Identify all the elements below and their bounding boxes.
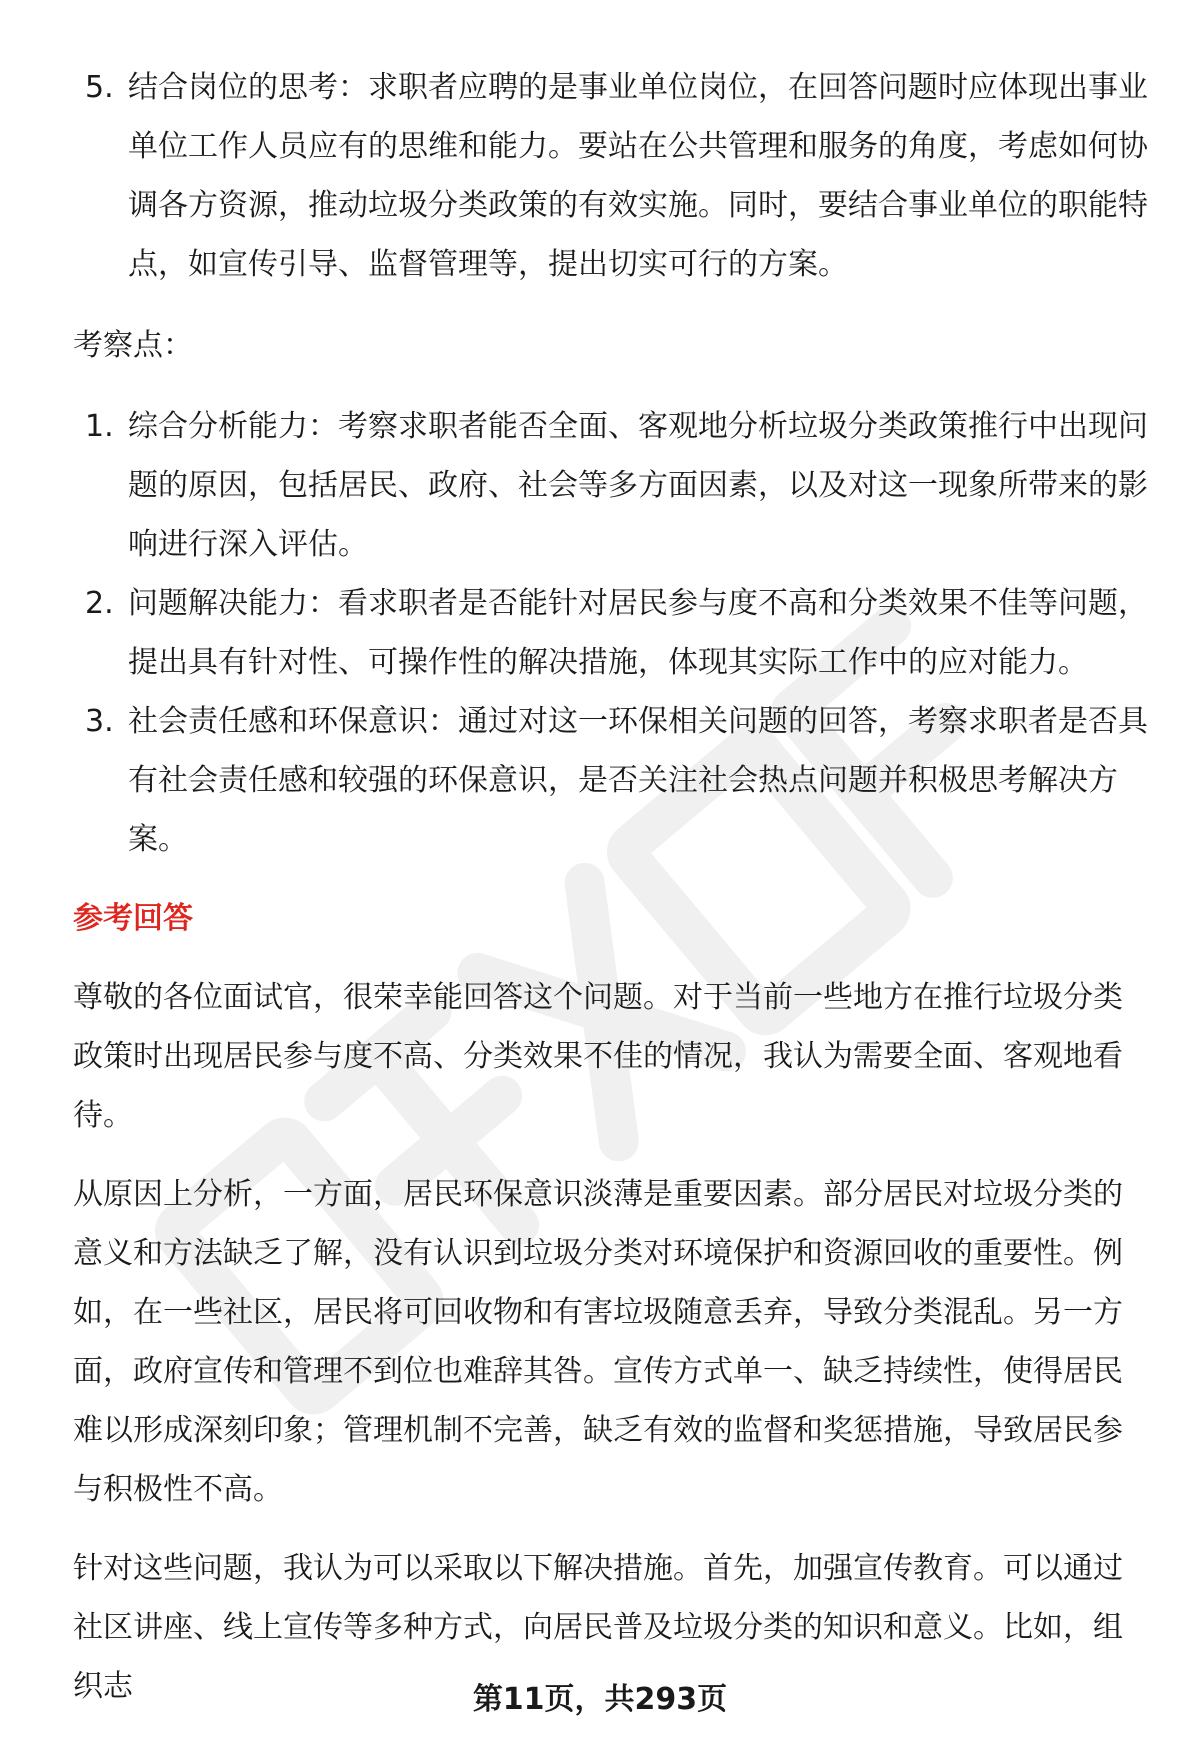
assessment-list [73, 397, 1148, 869]
reference-paragraph: 针对这些问题，我认为可以采取以下解决措施。首先，加强宣传教育。可以通过社区讲座、线上宣传等多种方式，向居民普及垃圾分类的知识和意义。比如，组织志 [73, 1551, 1123, 1704]
reference-paragraph: 从原因上分析，一方面，居民环保意识淡薄是重要因素。部分居民对垃圾分类的意义和方法缺乏了解，没有认识到垃圾分类对环境保护和资源回收的重要性。例如，在一些社区，居民将可回收物和有害垃圾随意丢弃，导致分类混乱。另一方面，政府宣传和管理不到位也难辞其咎。宣传方式单一、缺乏持续性，使得居民难以形成深刻印象；管理机制不完善，缺乏有效的监督和奖惩措施，导致居民参与积极性不高。 [73, 1177, 1123, 1507]
page-content [73, 58, 1148, 1716]
list-item-number: 1. [85, 409, 114, 444]
page-number: 第11页，共293页 [472, 1682, 728, 1717]
assessment-label: 考察点： [73, 328, 193, 363]
list-item-text: 综合分析能力：考察求职者能否全面、客观地分析垃圾分类政策推行中出现问题的原因，包括居民、政府、社会等多方面因素，以及对这一现象所带来的影响进行深入评估。 [128, 409, 1148, 562]
list-item [73, 397, 1148, 574]
list-item [73, 58, 1148, 294]
list-item [73, 692, 1148, 869]
list-item-number: 3. [85, 704, 114, 739]
section5-list [73, 58, 1148, 294]
list-item [73, 574, 1148, 692]
list-item-number: 5. [85, 70, 114, 105]
list-item-text: 结合岗位的思考：求职者应聘的是事业单位岗位，在回答问题时应体现出事业单位工作人员应有的思维和能力。要站在公共管理和服务的角度，考虑如何协调各方资源，推动垃圾分类政策的有效实施。同时，要结合事业单位的职能特点，如宣传引导、监督管理等，提出切实可行的方案。 [128, 70, 1148, 282]
reference-paragraph: 尊敬的各位面试官，很荣幸能回答这个问题。对于当前一些地方在推行垃圾分类政策时出现居民参与度不高、分类效果不佳的情况，我认为需要全面、客观地看待。 [73, 980, 1123, 1133]
list-item-text: 问题解决能力：看求职者是否能针对居民参与度不高和分类效果不佳等问题，提出具有针对性、可操作性的解决措施，体现其实际工作中的应对能力。 [128, 586, 1148, 680]
reference-heading: 参考回答 [73, 901, 193, 936]
list-item-text: 社会责任感和环保意识：通过对这一环保相关问题的回答，考察求职者是否具有社会责任感和较强的环保意识，是否关注社会热点问题并积极思考解决方案。 [128, 704, 1148, 857]
list-item-number: 2. [85, 586, 114, 621]
